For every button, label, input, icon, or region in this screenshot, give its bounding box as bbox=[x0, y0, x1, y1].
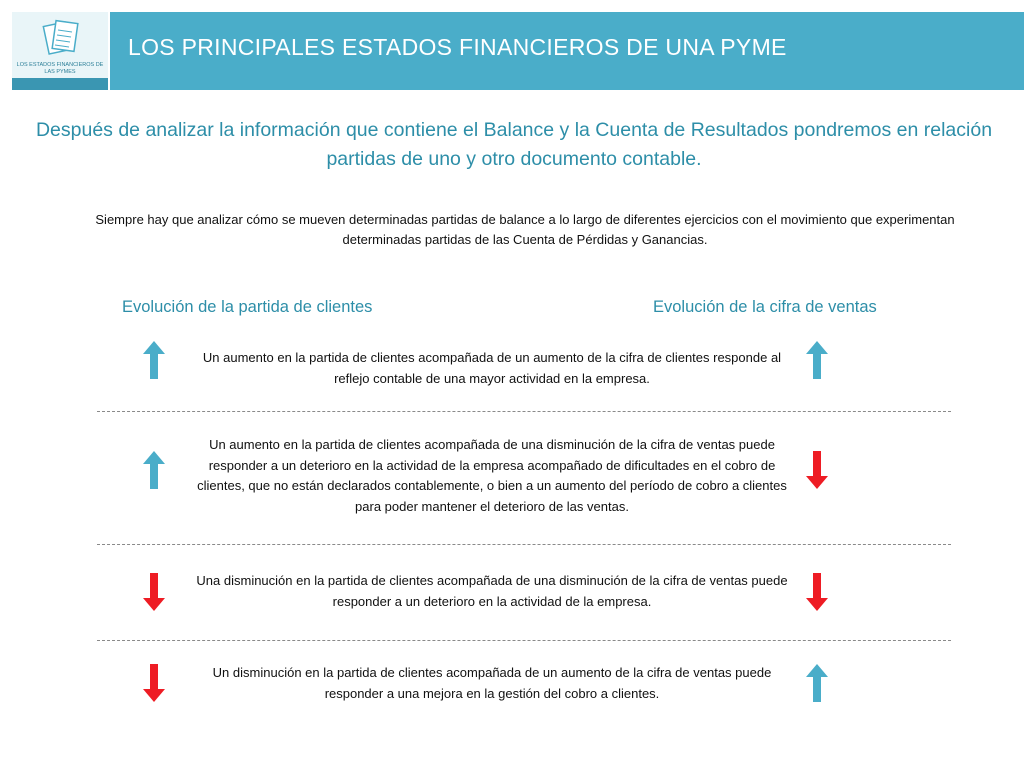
case-3-clientes-arrow-icon bbox=[142, 573, 166, 611]
divider-1 bbox=[97, 411, 951, 412]
intro-paragraph: Siempre hay que analizar cómo se mueven determinadas partidas de balance a lo largo de diferentes ejercicios con el movimiento que experimentan determinadas partidas de las Cuenta de Pérdidas y Ganancias. bbox=[95, 212, 955, 247]
document-icon bbox=[40, 18, 84, 58]
thumbnail-title: LOS ESTADOS FINANCIEROS DE LAS PYMES bbox=[16, 62, 104, 75]
divider-2 bbox=[97, 544, 951, 545]
divider-3 bbox=[97, 640, 951, 641]
case-4-ventas-arrow-icon bbox=[805, 664, 829, 702]
page-title: LOS PRINCIPALES ESTADOS FINANCIEROS DE UNA PYME bbox=[128, 34, 787, 60]
case-2-ventas-arrow-icon bbox=[805, 451, 829, 489]
case-4-text: Un disminución en la partida de clientes acompañada de un aumento de la cifra de ventas puede responder a una mejora en la gestión del cobro a clientes. bbox=[212, 665, 772, 701]
case-1-ventas-arrow-icon bbox=[805, 341, 829, 379]
case-1-text: Un aumento en la partida de clientes acompañada de un aumento de la cifra de clientes responde al reflejo contable de una mayor actividad en la empresa. bbox=[202, 350, 782, 386]
case-2-text: Un aumento en la partida de clientes acompañada de una disminución de la cifra de ventas puede responder a un deterioro en la actividad de la empresa acompañado de dificultades en el cobro de clientes, que no están declarados contablemente, o bien a un aumento del período de cobro a clientes para poder mantener el deterioro de las ventas. bbox=[197, 437, 787, 514]
case-3-text: Una disminución en la partida de clientes acompañada de una disminución de la cifra de ventas puede responder a un deterioro en la actividad de la empresa. bbox=[196, 573, 788, 609]
header-bar bbox=[12, 12, 1024, 90]
column-heading-ventas: Evolución de la cifra de ventas bbox=[653, 298, 877, 316]
headline: Después de analizar la información que contiene el Balance y la Cuenta de Resultados pondremos en relación partidas de uno y otro documento contable. bbox=[35, 119, 993, 170]
column-heading-clientes: Evolución de la partida de clientes bbox=[122, 298, 373, 316]
case-3-ventas-arrow-icon bbox=[805, 573, 829, 611]
thumbnail-footer bbox=[12, 78, 108, 90]
case-1-clientes-arrow-icon bbox=[142, 341, 166, 379]
case-2-clientes-arrow-icon bbox=[142, 451, 166, 489]
case-4-clientes-arrow-icon bbox=[142, 664, 166, 702]
section-thumbnail bbox=[12, 12, 110, 90]
